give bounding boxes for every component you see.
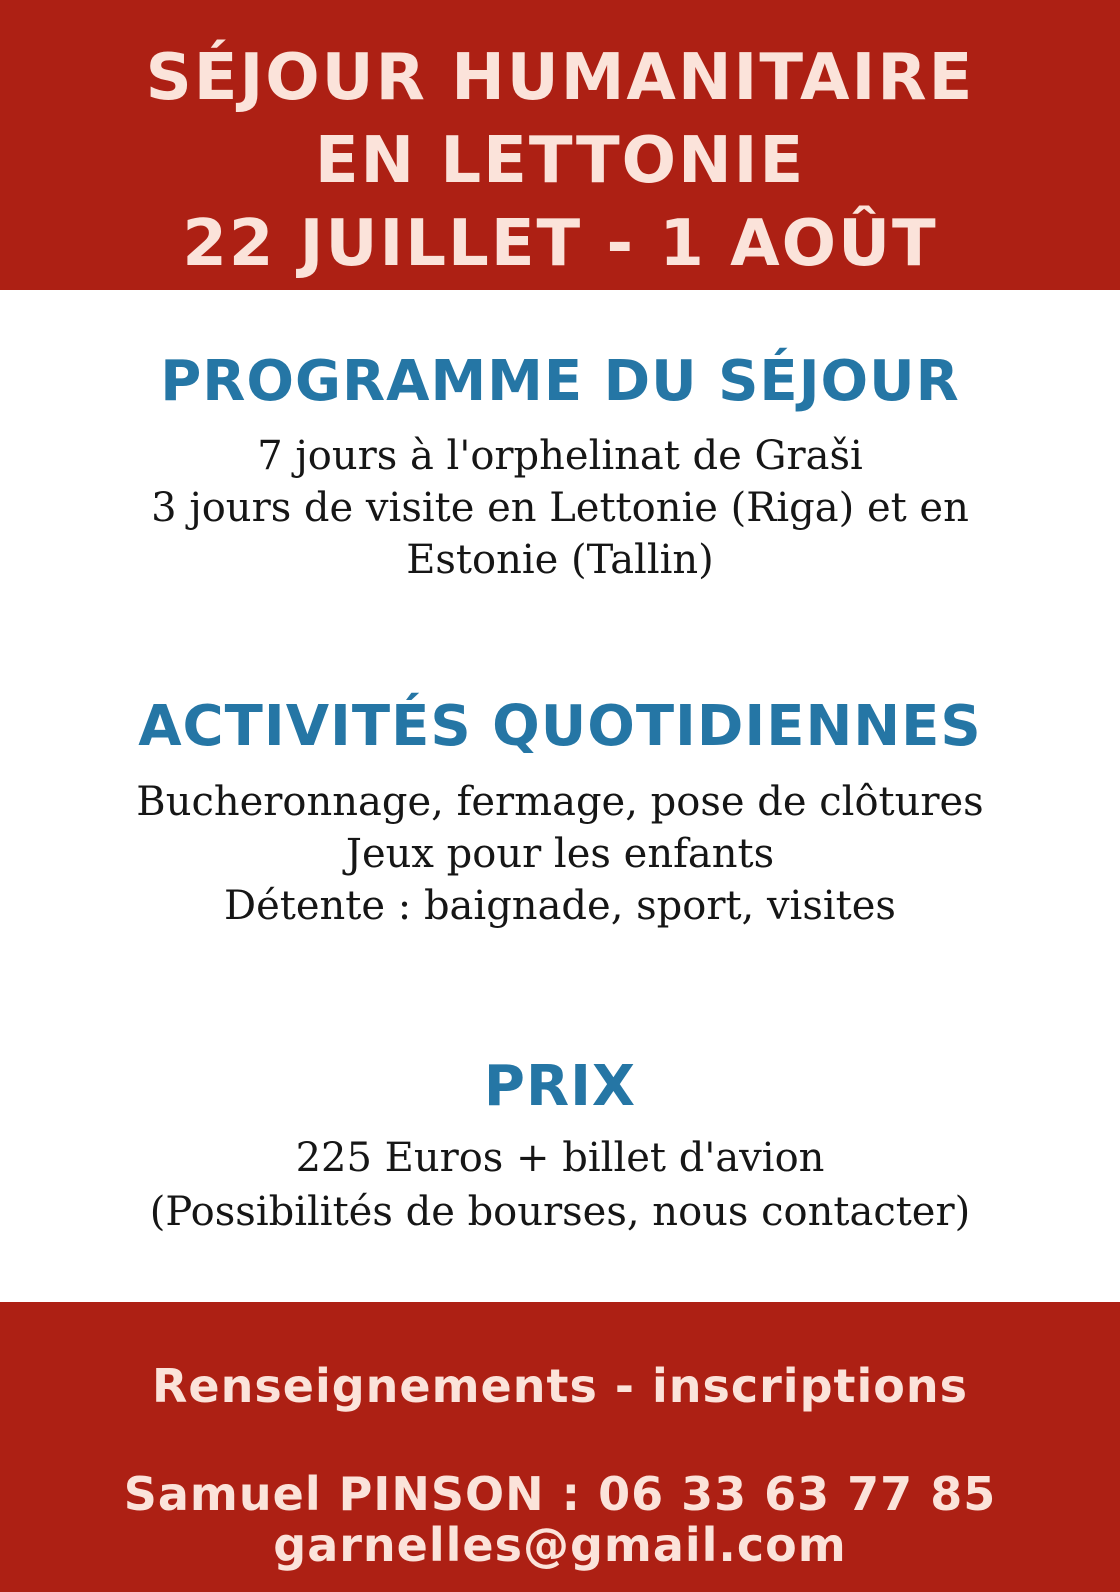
programme-line-1: 7 jours à l'orphelinat de Graši bbox=[257, 433, 863, 479]
header-title-line-1: SÉJOUR HUMANITAIRE bbox=[145, 41, 975, 115]
footer-email: garnelles@gmail.com bbox=[273, 1518, 847, 1572]
prix-line-2: (Possibilités de bourses, nous contacter) bbox=[149, 1189, 971, 1235]
footer-contact-phone: Samuel PINSON : 06 33 63 77 85 bbox=[123, 1467, 997, 1521]
footer-heading: Renseignements - inscriptions bbox=[152, 1359, 968, 1413]
header-banner bbox=[0, 0, 1120, 290]
activites-line-3: Détente : baignade, sport, visites bbox=[224, 883, 896, 929]
programme-line-3: Estonie (Tallin) bbox=[406, 537, 714, 583]
programme-title: PROGRAMME DU SÉJOUR bbox=[160, 349, 960, 414]
header-dates: 22 JUILLET - 1 AOÛT bbox=[182, 207, 938, 281]
header-title-line-2: EN LETTONIE bbox=[314, 124, 806, 198]
programme-line-2: 3 jours de visite en Lettonie (Riga) et en bbox=[151, 485, 969, 531]
activites-title: ACTIVITÉS QUOTIDIENNES bbox=[138, 694, 982, 759]
activites-line-1: Bucheronnage, fermage, pose de clôtures bbox=[136, 779, 984, 825]
prix-title: PRIX bbox=[483, 1054, 637, 1119]
footer-banner bbox=[0, 1302, 1120, 1592]
activites-line-2: Jeux pour les enfants bbox=[345, 831, 775, 877]
prix-line-1: 225 Euros + billet d'avion bbox=[295, 1135, 825, 1181]
